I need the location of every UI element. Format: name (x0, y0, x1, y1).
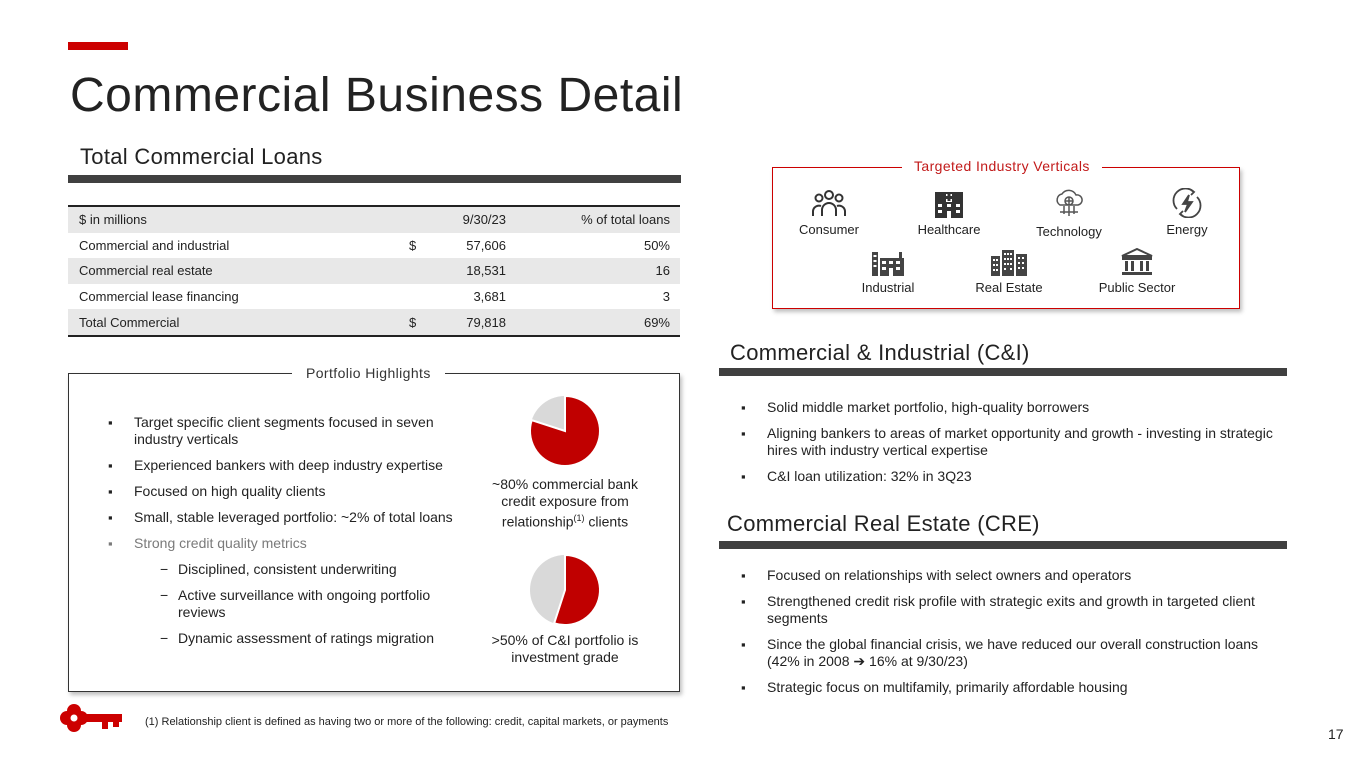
column-header: % of total loans (506, 206, 680, 233)
footnote: (1) Relationship client is defined as having two or more of the following: credit, capital markets, or payments (145, 716, 669, 728)
sub-list-item: − Dynamic assessment of ratings migration (160, 630, 450, 647)
list-item: ▪ Since the global financial crisis, we have reduced our overall construction loans (42% in 2008 ➔ 16% at 9/30/23) (741, 636, 1286, 670)
vertical-label: Technology (1036, 224, 1102, 239)
cre-section-title: Commercial Real Estate (CRE) (727, 511, 1040, 536)
column-header: 9/30/23 (439, 206, 506, 233)
list-item: ▪ Experienced bankers with deep industry expertise (108, 457, 468, 474)
list-item: ▪ Aligning bankers to areas of market opportunity and growth - investing in strategic hires with industry vertical expertise (741, 425, 1286, 459)
list-item: ▪ Strategic focus on multifamily, primarily affordable housing (741, 679, 1286, 696)
hospital-icon (931, 188, 967, 218)
pie2-caption: >50% of C&I portfolio is investment grade (491, 632, 639, 665)
portfolio-bullet-list (108, 414, 468, 647)
cloud-network-icon (1051, 188, 1087, 220)
currency-sign (409, 258, 439, 284)
column-header: $ in millions (68, 206, 409, 233)
industry-verticals-title: Targeted Industry Verticals (902, 158, 1102, 174)
vertical-technology (1014, 188, 1124, 239)
list-item: ▪ Focused on high quality clients (108, 483, 468, 500)
sub-list-item: − Active surveillance with ongoing portfolio reviews (160, 587, 450, 621)
vertical-industrial (833, 248, 943, 295)
loans-table (68, 205, 680, 337)
list-item: ▪ Focused on relationships with select owners and operators (741, 567, 1286, 584)
row-label: Commercial and industrial (79, 237, 230, 253)
loans-section-title: Total Commercial Loans (80, 144, 323, 169)
arrow-right-icon: ➔ (853, 653, 866, 669)
ci-section-title: Commercial & Industrial (C&I) (730, 340, 1030, 365)
cre-bullet-list (741, 567, 1286, 696)
vertical-label: Public Sector (1098, 280, 1176, 295)
vertical-energy (1132, 188, 1242, 237)
vertical-label: Healthcare (917, 222, 981, 237)
list-item: ▪ Strong credit quality metrics (108, 535, 468, 552)
row-pct: 3 (662, 289, 670, 305)
row-pct: 16 (506, 258, 680, 284)
currency-sign (409, 284, 439, 310)
vertical-label: Consumer (799, 222, 859, 237)
vertical-public-sector (1082, 248, 1192, 295)
portfolio-highlights-title: Portfolio Highlights (292, 365, 445, 381)
energy-icon (1169, 188, 1205, 218)
vertical-label: Real Estate (975, 280, 1043, 295)
ci-bullet-list (741, 399, 1286, 485)
table-row (68, 284, 680, 310)
row-label: Commercial lease financing (79, 289, 239, 305)
ci-section-rule (719, 368, 1287, 376)
row-pct: 69% (506, 309, 680, 336)
people-icon (811, 188, 847, 218)
table-row (68, 233, 680, 259)
vertical-label: Energy (1166, 222, 1208, 237)
list-item: ▪ Target specific client segments focused in seven industry verticals (108, 414, 468, 448)
currency-sign: $ (409, 237, 417, 253)
currency-sign: $ (409, 309, 439, 336)
table-header-row (68, 206, 680, 233)
row-value: 18,531 (439, 258, 506, 284)
list-item: ▪ C&I loan utilization: 32% in 3Q23 (741, 468, 1286, 485)
table-row (68, 258, 680, 284)
relationship-exposure-pie (528, 394, 602, 468)
list-item: ▪ Strengthened credit risk profile with strategic exits and growth in targeted client segments (741, 593, 1286, 627)
loans-section-rule (68, 175, 681, 183)
vertical-real-estate (954, 248, 1064, 295)
vertical-healthcare (894, 188, 1004, 237)
vertical-label: Industrial (861, 280, 915, 295)
government-building-icon (1120, 248, 1154, 276)
row-label: Commercial real estate (68, 258, 409, 284)
row-value: 57,606 (466, 237, 506, 253)
investment-grade-pie (528, 553, 602, 627)
row-value: 79,818 (439, 309, 506, 336)
pie1-caption: ~80% commercial bank credit exposure from relationship$^{(1)}$ clients (492, 476, 638, 530)
sub-list-item: − Disciplined, consistent underwriting (160, 561, 450, 578)
title-accent-bar (68, 42, 128, 50)
buildings-icon (990, 248, 1028, 276)
row-label: Total Commercial (68, 309, 409, 336)
key-logo (58, 703, 124, 733)
page-number: 17 (1328, 726, 1344, 742)
cre-section-rule (719, 541, 1287, 549)
row-pct: 50% (643, 237, 670, 253)
factory-icon (870, 248, 906, 276)
page-title: Commercial Business Detail (70, 69, 684, 122)
row-value: 3,681 (473, 289, 506, 305)
list-item: ▪ Solid middle market portfolio, high-quality borrowers (741, 399, 1286, 416)
list-item: ▪ Small, stable leveraged portfolio: ~2% of total loans (108, 509, 468, 526)
table-total-row (68, 309, 680, 336)
vertical-consumer (774, 188, 884, 237)
